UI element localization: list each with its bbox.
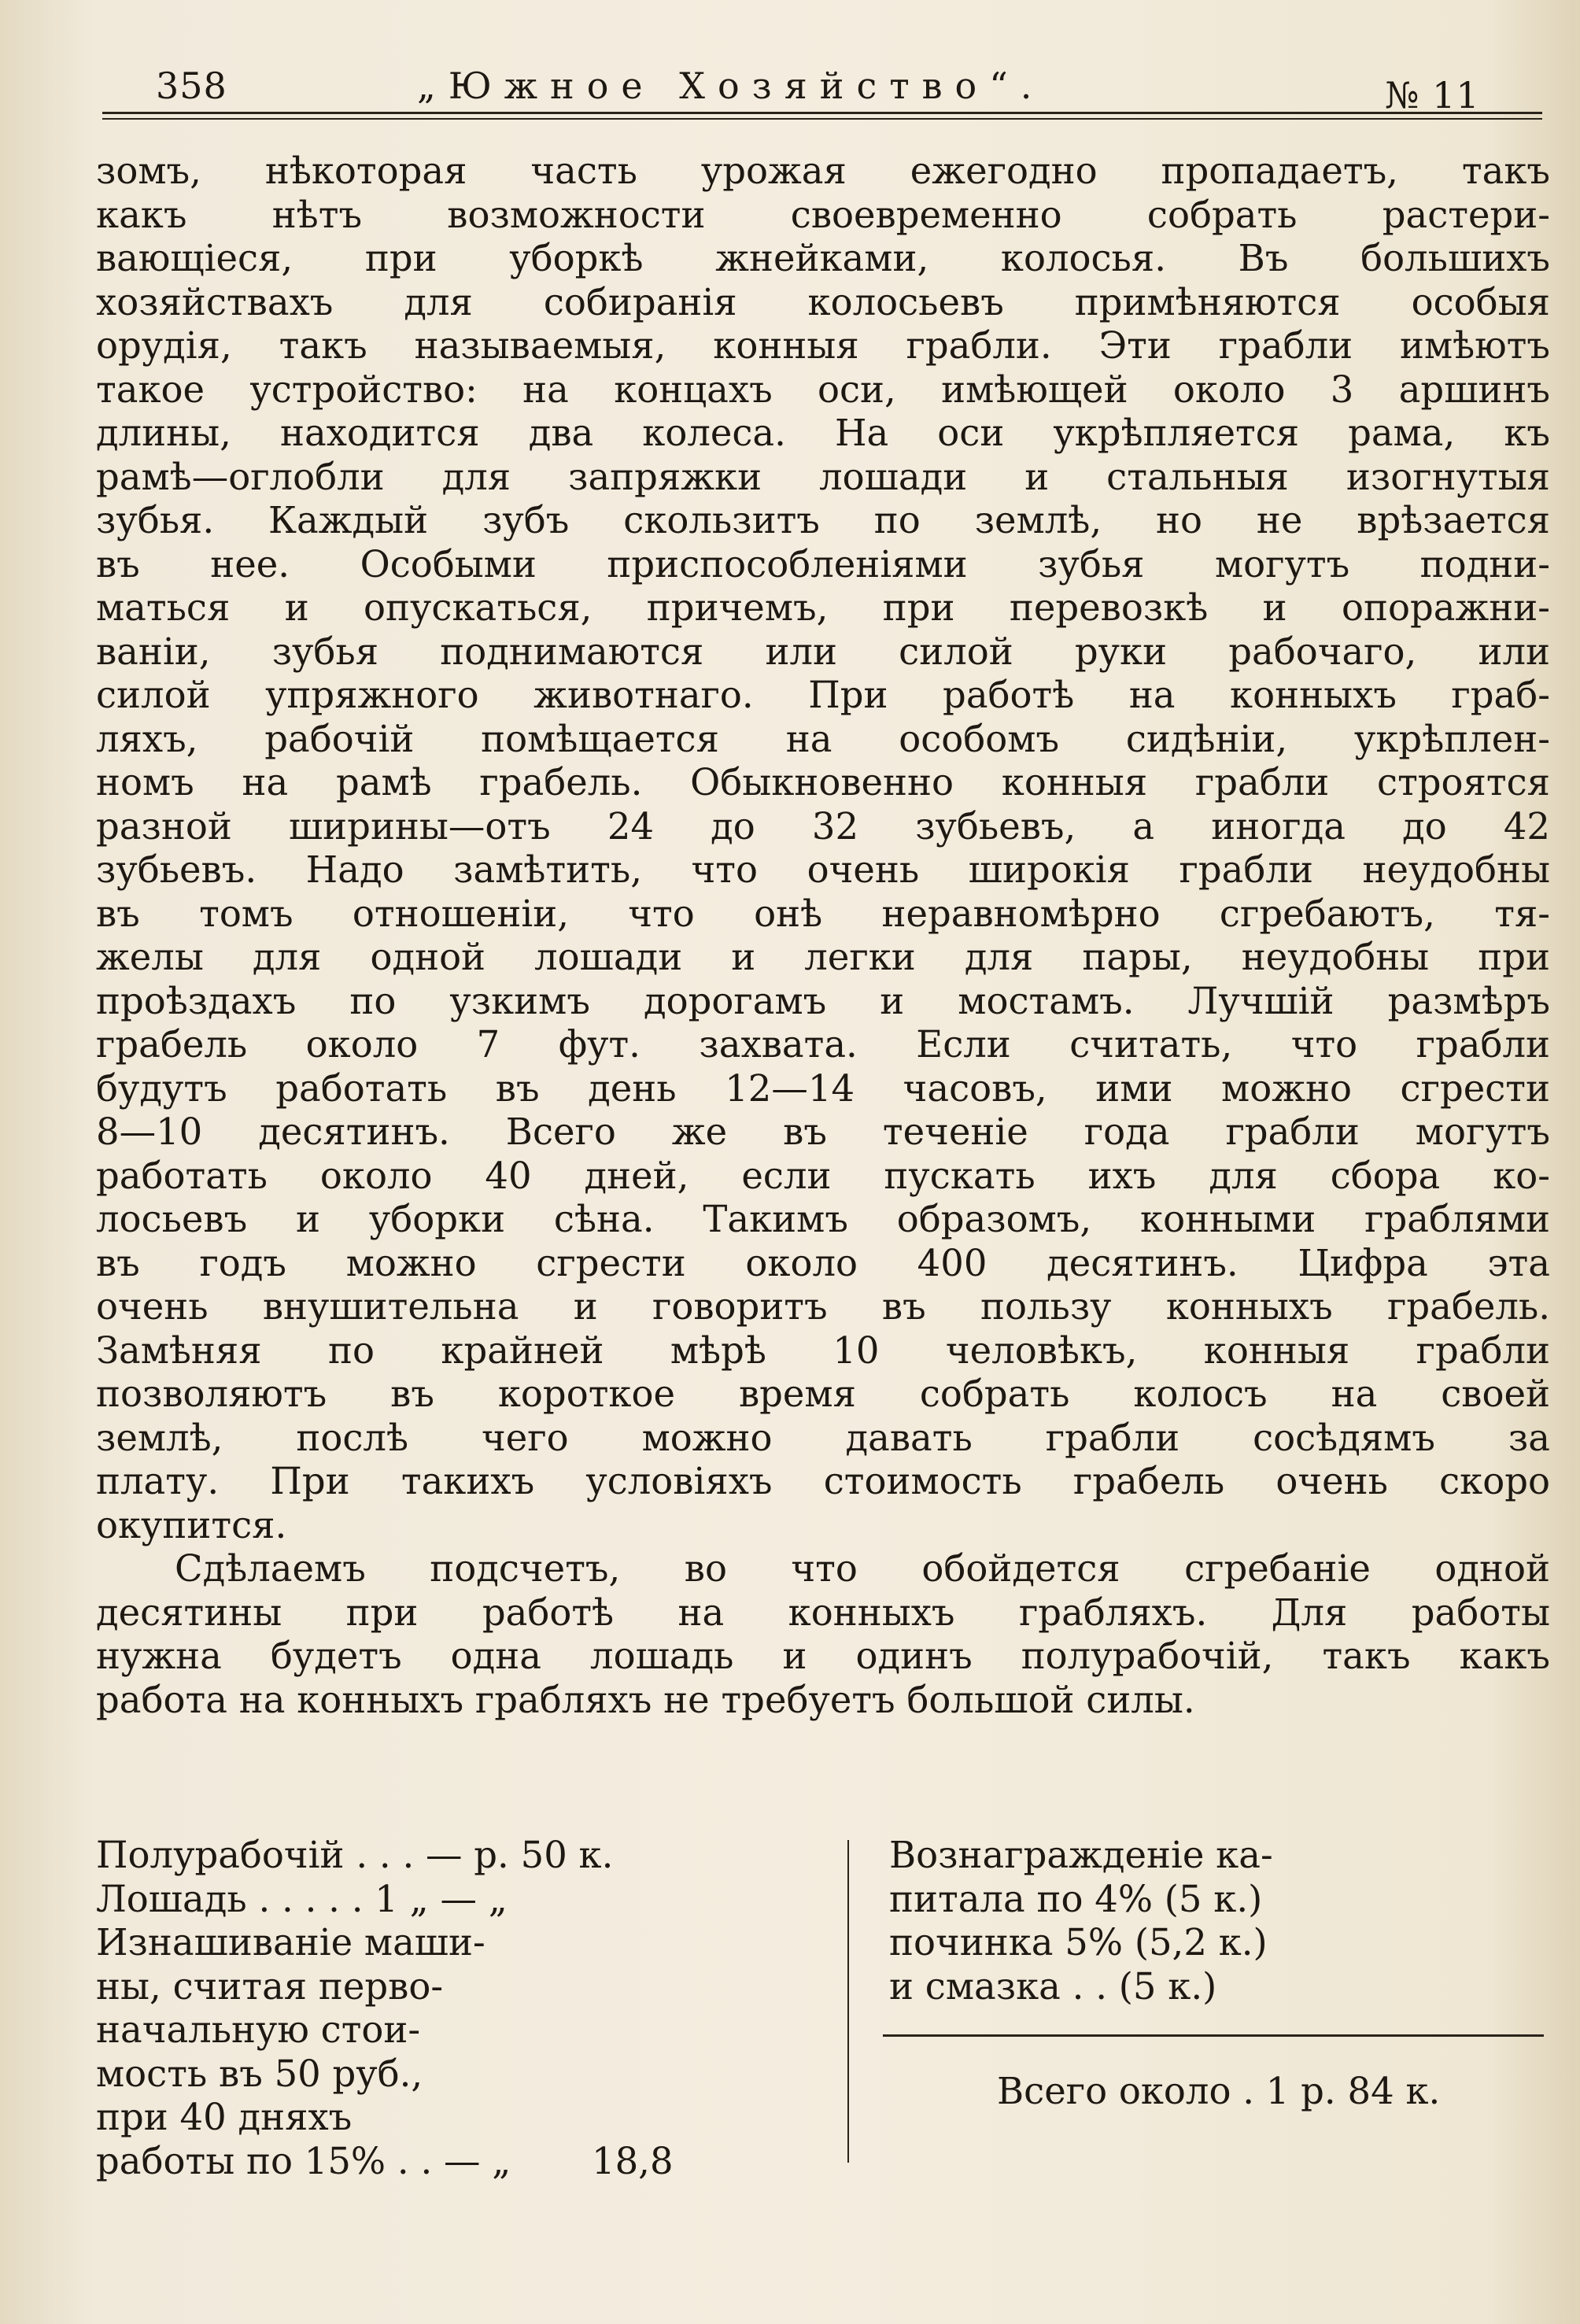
text-line: окупится. — [96, 1503, 287, 1546]
cost-line: Вознагражденіе ка- — [889, 1834, 1273, 1876]
text-line: какъ нѣтъ возможности своевременно собрать растери- — [96, 193, 1550, 236]
text-line: ляхъ, рабочій помѣщается на особомъ сидѣніи, укрѣплен- — [96, 717, 1550, 760]
text-line: номъ на рамѣ грабель. Обыкновенно конныя грабли строятся — [96, 761, 1550, 804]
cost-items-right — [889, 1834, 1550, 2008]
text-line: позволяютъ въ короткое время собрать колосъ на своей — [96, 1373, 1550, 1415]
text-line: рамѣ—оглобли для запряжки лошади и стальныя изогнутыя — [96, 455, 1550, 498]
total-rule — [883, 2034, 1544, 2037]
text-line: лосьевъ и уборки сѣна. Такимъ образомъ, конными граблями — [96, 1198, 1550, 1240]
text-line: Сдѣлаемъ подсчетъ, во что обойдется сгребаніе одной — [175, 1547, 1550, 1590]
text-line: Замѣняя по крайней мѣрѣ 10 человѣкъ, конныя грабли — [96, 1328, 1550, 1372]
text-line: вающіеся, при уборкѣ жнейками, колосья. Въ большихъ — [96, 237, 1550, 279]
header-rule-thin — [102, 118, 1542, 120]
cost-line: Лошадь . . . . . 1 „ — „ — [96, 1877, 508, 1920]
text-line: зубьевъ. Надо замѣтить, что очень широкія грабли неудобны — [96, 848, 1550, 891]
cost-calculation — [96, 1834, 1550, 2204]
text-line: такое устройство: на концахъ оси, имѣющей около 3 аршинъ — [96, 368, 1550, 411]
text-line: землѣ, послѣ чего можно давать грабли сосѣдямъ за — [96, 1416, 1550, 1459]
text-line: желы для одной лошади и легки для пары, неудобны при — [96, 936, 1550, 978]
text-line: въ годъ можно сгрести около 400 десятинъ. Цифра эта — [96, 1241, 1550, 1284]
text-line: нужна будетъ одна лошадь и одинъ полурабочій, такъ какъ — [96, 1635, 1550, 1677]
text-line: зубья. Каждый зубъ скользитъ по землѣ, но не врѣзается — [96, 499, 1550, 541]
header-rule — [102, 112, 1542, 114]
text-line: длины, находится два колеса. На оси укрѣпляется рама, къ — [96, 412, 1550, 454]
text-line: зомъ, нѣкоторая часть урожая ежегодно пропадаетъ, такъ — [96, 150, 1550, 192]
text-line: работа на конныхъ грабляхъ не требуетъ большой силы. — [96, 1678, 1195, 1721]
cost-amount: 18,8 — [592, 2139, 674, 2182]
cost-line: починка 5% (5,2 к.) — [889, 1921, 1268, 1964]
text-line: 8—10 десятинъ. Всего же въ теченіе года грабли могутъ — [96, 1110, 1550, 1153]
text-line: плату. При такихъ условіяхъ стоимость грабель очень скоро — [96, 1460, 1550, 1502]
cost-line: Полурабочій . . . — р. 50 к. — [96, 1834, 614, 1876]
text-line: разной ширины—отъ 24 до 32 зубьевъ, а иногда до 42 — [96, 804, 1550, 848]
text-line: орудія, такъ называемыя, конныя грабли. Эти грабли имѣютъ — [96, 324, 1550, 367]
text-line: маться и опускаться, причемъ, при перевозкѣ и опоражни- — [96, 586, 1550, 629]
cost-items-left — [96, 1834, 804, 2183]
text-line: десятины при работѣ на конныхъ грабляхъ. Для работы — [96, 1591, 1550, 1634]
text-line: будутъ работать въ день 12—14 часовъ, ими можно сгрести — [96, 1066, 1550, 1110]
text-line: силой упряжного животнаго. При работѣ на конныхъ граб- — [96, 674, 1550, 716]
text-line: въ томъ отношеніи, что онѣ неравномѣрно сгребаютъ, тя- — [96, 892, 1550, 935]
issue-number: № 11 — [1385, 74, 1480, 116]
cost-line: мость въ 50 руб., — [96, 2052, 423, 2095]
journal-title: „Южное Хозяйство“. — [417, 65, 1045, 107]
cost-line: начальную стои- — [96, 2008, 421, 2051]
cost-line: ны, считая перво- — [96, 1964, 444, 2008]
text-line: ваніи, зубья поднимаются или силой руки рабочаго, или — [96, 630, 1550, 673]
cost-line: работы по 15% . . — „ 18,8 — [96, 2139, 674, 2182]
text-line: работать около 40 дней, если пускать ихъ для сбора ко- — [96, 1154, 1550, 1197]
cost-line: Изнашиваніе маши- — [96, 1921, 485, 1964]
cost-total: Всего около . 1 р. 84 к. — [997, 2070, 1441, 2112]
cost-line: при 40 дняхъ — [96, 2096, 353, 2138]
cost-line: питала по 4% (5 к.) — [889, 1877, 1263, 1920]
article-body — [96, 150, 1550, 1722]
page-number: 358 — [156, 65, 227, 107]
text-line: въ нее. Особыми приспособленіями зубья могутъ подни- — [96, 542, 1550, 586]
text-line: грабель около 7 фут. захвата. Если считать, что грабли — [96, 1023, 1550, 1066]
cost-line: и смазка . . (5 к.) — [889, 1964, 1217, 2008]
text-line: проѣздахъ по узкимъ дорогамъ и мостамъ. Лучшій размѣръ — [96, 979, 1550, 1022]
text-line: очень внушительна и говоритъ въ пользу конныхъ грабель. — [96, 1285, 1550, 1328]
column-divider — [847, 1840, 849, 2163]
text-line: хозяйствахъ для собиранія колосьевъ примѣняются особыя — [96, 280, 1550, 323]
